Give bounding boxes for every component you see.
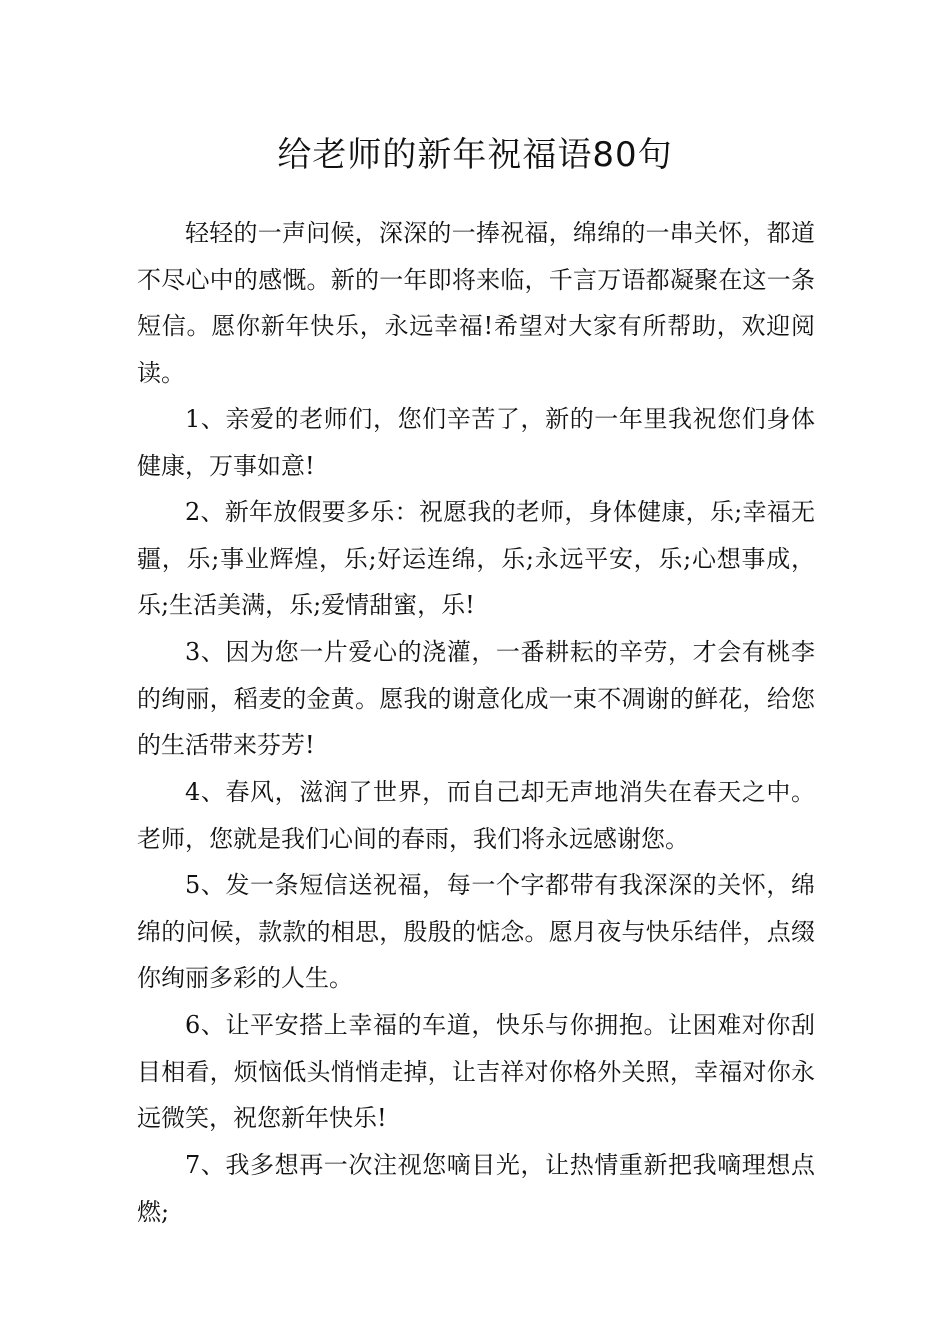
intro-paragraph: 轻轻的一声问候，深深的一捧祝福，绵绵的一串关怀，都道不尽心中的感慨。新的一年即将来临，千言万语都凝聚在这一条短信。愿你新年快乐，永远幸福!希望对大家有所帮助，欢迎阅读。 xyxy=(137,219,815,387)
list-item: 2、新年放假要多乐：祝愿我的老师，身体健康，乐;幸福无疆，乐;事业辉煌，乐;好运连绵，乐;永远平安，乐;心想事成，乐;生活美满，乐;爱情甜蜜，乐! xyxy=(137,498,815,619)
list-item: 3、因为您一片爱心的浇灌，一番耕耘的辛劳，才会有桃李的绚丽，稻麦的金黄。愿我的谢意化成一束不凋谢的鲜花，给您的生活带来芬芳! xyxy=(137,638,815,759)
list-item: 4、春风，滋润了世界，而自己却无声地消失在春天之中。老师，您就是我们心间的春雨，我们将永远感谢您。 xyxy=(137,778,815,853)
list-item: 6、让平安搭上幸福的车道，快乐与你拥抱。让困难对你刮目相看，烦恼低头悄悄走掉，让吉祥对你格外关照，幸福对你永远微笑，祝您新年快乐! xyxy=(137,1011,815,1132)
list-item: 1、亲爱的老师们，您们辛苦了，新的一年里我祝您们身体健康，万事如意! xyxy=(137,405,815,480)
list-item: 7、我多想再一次注视您嘀目光，让热情重新把我嘀理想点燃; xyxy=(137,1151,815,1226)
document-title: 给老师的新年祝福语80句 xyxy=(277,135,673,175)
list-item: 5、发一条短信送祝福，每一个字都带有我深深的关怀，绵绵的问候，款款的相思，殷殷的惦念。愿月夜与快乐结伴，点缀你绚丽多彩的人生。 xyxy=(137,871,815,992)
